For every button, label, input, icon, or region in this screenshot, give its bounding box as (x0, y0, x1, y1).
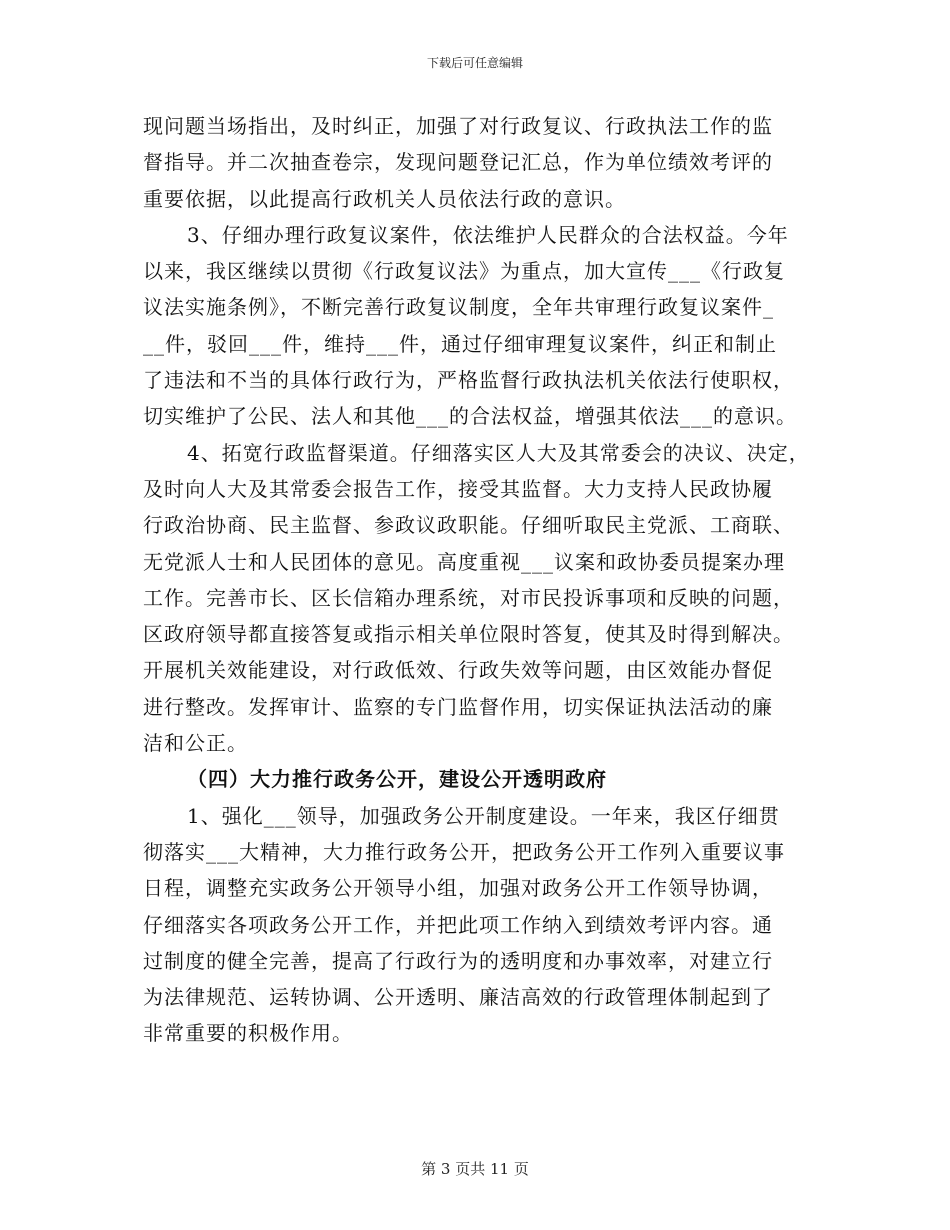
body-line: 彻落实___大精神，大力推行政务公开，把政务公开工作列入重要议事 (143, 839, 785, 864)
body-line: 重要依据，以此提高行政机关人员依法行政的意识。 (143, 186, 626, 211)
document-body (143, 108, 823, 1052)
body-line: 洁和公正。 (143, 731, 248, 756)
paragraph-start-line: 4、拓宽行政监督渠道。仔细落实区人大及其常委会的决议、决定， (187, 440, 810, 465)
body-line: 区政府领导都直接答复或指示相关单位限时答复，使其及时得到解决。 (143, 622, 794, 647)
body-line: 及时向人大及其常委会报告工作，接受其监督。大力支持人民政协履 (143, 476, 773, 501)
body-line: 进行整改。发挥审计、监察的专门监督作用，切实保证执法活动的廉 (143, 694, 773, 719)
body-line: 以来，我区继续以贯彻《行政复议法》为重点，加大宣传___《行政复 (143, 259, 785, 284)
body-line: 过制度的健全完善，提高了行政行为的透明度和办事效率，对建立行 (143, 948, 773, 973)
page-header: 下载后可任意编辑 (426, 56, 523, 70)
body-line: 工作。完善市长、区长信箱办理系统，对市民投诉事项和反映的问题， (143, 585, 794, 610)
body-line: 开展机关效能建设，对行政低效、行政失效等问题，由区效能办督促 (143, 658, 773, 683)
body-line: 仔细落实各项政务公开工作，并把此项工作纳入到绩效考评内容。通 (143, 912, 773, 937)
body-line: 非常重要的积极作用。 (143, 1021, 353, 1046)
body-line: 行政治协商、民主监督、参政议政职能。仔细听取民主党派、工商联、 (143, 513, 794, 538)
body-line: 现问题当场指出，及时纠正，加强了对行政复议、行政执法工作的监 (143, 114, 773, 138)
body-line: 切实维护了公民、法人和其他___的合法权益，增强其依法___的意识。 (143, 404, 797, 429)
paragraph-start-line: 3、仔细办理行政复议案件，依法维护人民群众的合法权益。今年 (187, 222, 789, 247)
body-line: __件，驳回___件，维持___件，通过仔细审理复议案件，纠正和制止 (143, 331, 777, 356)
paragraph-start-line: 1、强化___领导，加强政务公开制度建设。一年来，我区仔细贯 (187, 803, 780, 828)
body-line: 为法律规范、运转协调、公开透明、廉洁高效的行政管理体制起到了 (143, 985, 773, 1010)
section-heading: （四）大力推行政务公开，建设公开透明政府 (187, 767, 607, 792)
body-line: 日程，调整充实政务公开领导小组，加强对政务公开工作领导协调， (143, 876, 773, 901)
body-line: 了违法和不当的具体行政行为，严格监督行政执法机关依法行使职权， (143, 368, 794, 393)
body-line: 议法实施条例》，不断完善行政复议制度，全年共审理行政复议案件_ (143, 295, 774, 320)
body-line: 督指导。并二次抽查卷宗，发现问题登记汇总，作为单位绩效考评的 (143, 150, 773, 175)
body-line: 无党派人士和人民团体的意见。高度重视___议案和政协委员提案办理 (143, 549, 785, 574)
page-footer: 第 3 页共 11 页 (421, 1160, 529, 1178)
